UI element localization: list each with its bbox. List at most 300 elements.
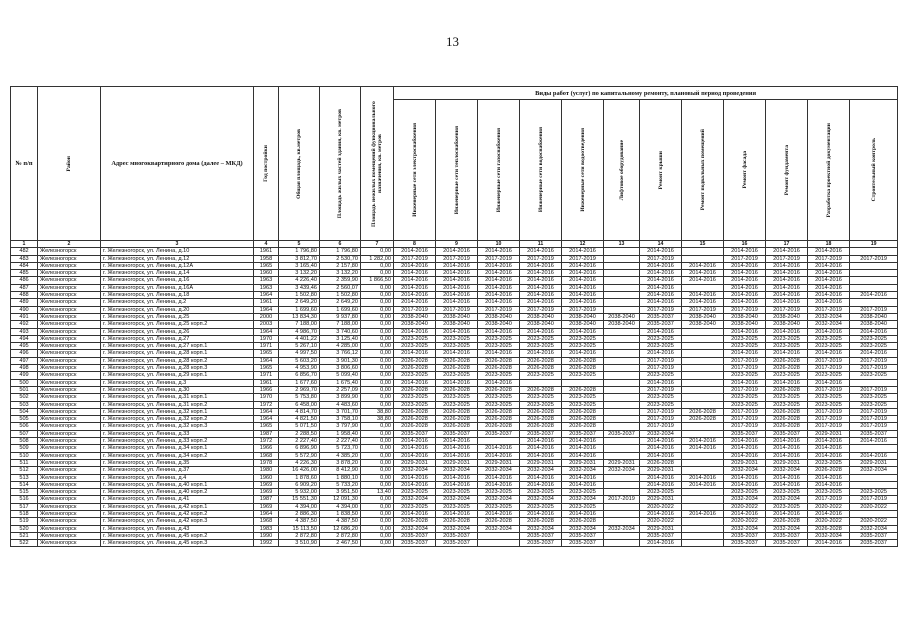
- table-cell: 2014-2016: [808, 292, 850, 299]
- table-cell: Железногорск: [38, 474, 101, 481]
- table-cell: 2014-2016: [724, 284, 766, 291]
- table-cell: Железногорск: [38, 445, 101, 452]
- table-cell: 2014-2016: [562, 350, 604, 357]
- table-cell: 1 958,40: [320, 430, 361, 437]
- table-cell: [604, 481, 640, 488]
- table-cell: 2014-2016: [808, 540, 850, 547]
- table-cell: 2014-2016: [724, 445, 766, 452]
- table-cell: 2032-2034: [808, 313, 850, 320]
- table-cell: 2014-2016: [766, 474, 808, 481]
- table-cell: Железногорск: [38, 525, 101, 532]
- table-cell: 1968: [254, 452, 279, 459]
- table-cell: 2023-2025: [520, 372, 562, 379]
- table-cell: 2029-2031: [478, 459, 520, 466]
- table-cell: 0,00: [361, 335, 394, 342]
- table-cell: 0,00: [361, 394, 394, 401]
- table-cell: [604, 510, 640, 517]
- table-cell: 2014-2016: [766, 292, 808, 299]
- table-cell: 2026-2028: [766, 357, 808, 364]
- table-cell: Железногорск: [38, 328, 101, 335]
- table-cell: Железногорск: [38, 416, 101, 423]
- table-cell: 2014-2016: [394, 438, 436, 445]
- table-cell: 3 125,40: [320, 335, 361, 342]
- table-cell: 1958: [254, 255, 279, 262]
- table-cell: Железногорск: [38, 386, 101, 393]
- table-cell: 2038-2040: [394, 321, 436, 328]
- table-cell: г. Железногорск, ул. Ленина, д.31 корп.2: [101, 401, 254, 408]
- table-cell: 2014-2016: [478, 292, 520, 299]
- table-cell: 2026-2028: [808, 525, 850, 532]
- table-cell: 2014-2016: [682, 292, 724, 299]
- header-nonresidential-area: Площадь нежилых помещений функционального назначения, кв. метров: [361, 87, 394, 241]
- header-work-7: Ремонт крыши: [640, 100, 682, 241]
- table-cell: [850, 270, 898, 277]
- table-cell: 5 603,20: [279, 357, 320, 364]
- table-cell: 2029-2031: [640, 467, 682, 474]
- table-cell: 0,00: [361, 321, 394, 328]
- table-cell: г. Железногорск, ул. Ленина, д.45 корп.2: [101, 532, 254, 539]
- table-cell: г. Железногорск, ул. Ленина, д.43: [101, 525, 254, 532]
- table-cell: 2014-2016: [808, 262, 850, 269]
- table-cell: 491: [11, 313, 38, 320]
- table-cell: 2017-2019: [808, 423, 850, 430]
- table-cell: 2029-2031: [724, 459, 766, 466]
- table-cell: 490: [11, 306, 38, 313]
- table-cell: 2014-2016: [436, 474, 478, 481]
- table-cell: 2014-2016: [478, 510, 520, 517]
- table-cell: 2000: [254, 313, 279, 320]
- table-cell: 2014-2016: [682, 510, 724, 517]
- table-cell: 2014-2016: [724, 438, 766, 445]
- table-cell: 1965: [254, 350, 279, 357]
- table-cell: 1 502,80: [279, 292, 320, 299]
- table-cell: 2014-2016: [562, 277, 604, 284]
- table-cell: 2023-2025: [808, 459, 850, 466]
- table-cell: г. Железногорск, ул. Ленина, д.12А: [101, 262, 254, 269]
- table-row: [11, 350, 898, 357]
- table-cell: 2023-2025: [724, 401, 766, 408]
- table-cell: [562, 379, 604, 386]
- table-cell: 2026-2028: [394, 518, 436, 525]
- table-cell: г. Железногорск, ул. Ленина, д.34 корп.2: [101, 452, 254, 459]
- table-cell: 1963: [254, 284, 279, 291]
- table-cell: 2014-2016: [436, 248, 478, 255]
- table-cell: 3 899,90: [320, 394, 361, 401]
- table-cell: 2014-2016: [766, 452, 808, 459]
- table-cell: 13 834,30: [279, 313, 320, 320]
- table-cell: 496: [11, 350, 38, 357]
- table-cell: 2029-2031: [640, 525, 682, 532]
- table-cell: 2035-2037: [394, 532, 436, 539]
- table-cell: 4 385,20: [320, 452, 361, 459]
- table-cell: Железногорск: [38, 335, 101, 342]
- capital-repair-table: [10, 86, 898, 547]
- table-cell: 2017-2019: [808, 365, 850, 372]
- table-cell: 2032-2034: [394, 467, 436, 474]
- table-cell: Железногорск: [38, 532, 101, 539]
- table-cell: 2014-2016: [562, 292, 604, 299]
- table-cell: [682, 489, 724, 496]
- table-cell: 2014-2016: [850, 438, 898, 445]
- table-cell: [682, 423, 724, 430]
- table-cell: 5 071,50: [279, 423, 320, 430]
- table-cell: 1970: [254, 394, 279, 401]
- column-number: 12: [562, 241, 604, 248]
- table-cell: 2014-2016: [478, 481, 520, 488]
- table-cell: 2023-2025: [808, 489, 850, 496]
- table-cell: 2014-2016: [724, 452, 766, 459]
- table-cell: 493: [11, 328, 38, 335]
- table-cell: 2020-2022: [724, 518, 766, 525]
- table-cell: 2023-2025: [766, 372, 808, 379]
- table-cell: 0,00: [361, 306, 394, 313]
- table-cell: 2020-2022: [850, 503, 898, 510]
- table-cell: 0,00: [361, 540, 394, 547]
- table-cell: 2014-2016: [562, 474, 604, 481]
- table-cell: [682, 335, 724, 342]
- table-row: [11, 489, 898, 496]
- table-cell: 38,80: [361, 408, 394, 415]
- table-cell: 2017-2019: [808, 386, 850, 393]
- table-cell: 2017-2019: [850, 416, 898, 423]
- table-cell: 2023-2025: [478, 503, 520, 510]
- table-cell: 2017-2019: [724, 255, 766, 262]
- table-cell: г. Железногорск, ул. Ленина, д.16А: [101, 284, 254, 291]
- table-cell: 521: [11, 532, 38, 539]
- table-cell: 2023-2025: [640, 343, 682, 350]
- table-cell: 2026-2028: [478, 386, 520, 393]
- table-cell: 2014-2016: [724, 277, 766, 284]
- table-cell: 2038-2040: [478, 313, 520, 320]
- table-cell: 2038-2040: [478, 321, 520, 328]
- table-cell: 2014-2016: [436, 284, 478, 291]
- table-cell: [604, 262, 640, 269]
- table-cell: 508: [11, 438, 38, 445]
- table-cell: 487: [11, 284, 38, 291]
- table-cell: 2017-2019: [850, 386, 898, 393]
- table-cell: 5 099,40: [320, 372, 361, 379]
- table-cell: 2017-2019: [808, 255, 850, 262]
- table-cell: г. Железногорск, ул. Ленина, д.3: [101, 379, 254, 386]
- table-cell: 2014-2016: [478, 270, 520, 277]
- table-cell: 2014-2016: [478, 452, 520, 459]
- table-cell: 2026-2028: [520, 416, 562, 423]
- table-cell: Железногорск: [38, 481, 101, 488]
- table-cell: [478, 532, 520, 539]
- table-cell: 2014-2016: [520, 284, 562, 291]
- table-cell: 2023-2025: [436, 503, 478, 510]
- table-cell: 2014-2016: [394, 270, 436, 277]
- table-cell: г. Железногорск, ул. Ленина, д.16: [101, 277, 254, 284]
- header-total-area: Общая площадь, кв.метров: [279, 87, 320, 241]
- table-cell: Железногорск: [38, 313, 101, 320]
- table-cell: 2035-2037: [478, 430, 520, 437]
- table-row: [11, 343, 898, 350]
- table-cell: 0,00: [361, 372, 394, 379]
- table-cell: 2014-2016: [562, 452, 604, 459]
- table-cell: 2014-2016: [724, 328, 766, 335]
- table-cell: 2023-2025: [520, 394, 562, 401]
- column-number: 19: [850, 241, 898, 248]
- table-cell: 2014-2016: [436, 481, 478, 488]
- table-cell: 2014-2016: [640, 445, 682, 452]
- table-cell: 2017-2019: [850, 255, 898, 262]
- table-cell: 486: [11, 277, 38, 284]
- table-cell: 2014-2016: [766, 299, 808, 306]
- table-cell: 2035-2037: [640, 532, 682, 539]
- table-cell: 2014-2016: [724, 262, 766, 269]
- table-cell: 2014-2016: [640, 277, 682, 284]
- table-cell: [850, 277, 898, 284]
- table-cell: [850, 481, 898, 488]
- table-cell: 3 701,70: [320, 408, 361, 415]
- table-cell: 2017-2019: [850, 496, 898, 503]
- capital-repair-table-wrapper: [10, 86, 897, 547]
- table-cell: 2014-2016: [394, 299, 436, 306]
- table-cell: 2014-2016: [682, 277, 724, 284]
- table-cell: 2014-2016: [394, 262, 436, 269]
- table-cell: 2014-2016: [394, 474, 436, 481]
- table-cell: 0,00: [361, 248, 394, 255]
- table-cell: 2014-2016: [640, 270, 682, 277]
- table-cell: 3 806,60: [320, 365, 361, 372]
- table-cell: 2014-2016: [640, 350, 682, 357]
- table-cell: 2017-2019: [808, 496, 850, 503]
- table-cell: 2017-2019: [604, 496, 640, 503]
- table-cell: 2014-2016: [766, 445, 808, 452]
- table-cell: [604, 503, 640, 510]
- table-cell: 0,00: [361, 292, 394, 299]
- table-cell: 2014-2016: [436, 277, 478, 284]
- table-cell: 7 188,00: [320, 321, 361, 328]
- table-cell: [850, 379, 898, 386]
- table-cell: 512: [11, 467, 38, 474]
- table-cell: 2026-2028: [394, 423, 436, 430]
- table-cell: 2023-2025: [562, 503, 604, 510]
- table-cell: 4 226,40: [279, 277, 320, 284]
- table-cell: 2014-2016: [436, 292, 478, 299]
- table-cell: 2014-2016: [436, 438, 478, 445]
- table-cell: 2 288,50: [279, 430, 320, 437]
- table-row: [11, 430, 898, 437]
- table-cell: 2038-2040: [682, 321, 724, 328]
- table-cell: г. Железногорск, ул. Ленина, д.27: [101, 335, 254, 342]
- table-row: [11, 335, 898, 342]
- table-row: [11, 438, 898, 445]
- table-cell: г. Железногорск, ул. Ленина, д.28 корп.2: [101, 357, 254, 364]
- table-cell: 2023-2025: [766, 401, 808, 408]
- table-cell: 2026-2028: [520, 518, 562, 525]
- table-cell: 2023-2025: [724, 335, 766, 342]
- table-cell: 2026-2028: [562, 408, 604, 415]
- table-cell: 2014-2016: [808, 270, 850, 277]
- table-cell: 2017-2019: [640, 423, 682, 430]
- table-cell: 2029-2031: [520, 459, 562, 466]
- table-cell: 2035-2037: [394, 540, 436, 547]
- table-cell: 2023-2025: [520, 489, 562, 496]
- table-cell: г. Железногорск, ул. Ленина, д.18: [101, 292, 254, 299]
- table-cell: 1 796,80: [279, 248, 320, 255]
- table-cell: 0,00: [361, 445, 394, 452]
- table-cell: 3 812,70: [279, 255, 320, 262]
- table-row: [11, 299, 898, 306]
- table-cell: 4 285,00: [320, 343, 361, 350]
- table-cell: 2017-2019: [766, 306, 808, 313]
- table-cell: Железногорск: [38, 518, 101, 525]
- table-cell: 2 560,07: [320, 284, 361, 291]
- table-cell: 1960: [254, 474, 279, 481]
- table-cell: 2017-2019: [436, 306, 478, 313]
- table-cell: 2023-2025: [436, 489, 478, 496]
- table-cell: 2035-2037: [724, 430, 766, 437]
- table-cell: 0,00: [361, 430, 394, 437]
- table-cell: 1 796,80: [320, 248, 361, 255]
- table-cell: [604, 357, 640, 364]
- table-cell: 2035-2037: [724, 532, 766, 539]
- table-cell: 4 401,22: [279, 335, 320, 342]
- table-cell: 2014-2016: [808, 438, 850, 445]
- table-cell: 2014-2016: [682, 445, 724, 452]
- table-cell: 3 797,90: [320, 423, 361, 430]
- table-cell: 518: [11, 510, 38, 517]
- table-cell: 2026-2028: [766, 423, 808, 430]
- column-number: 15: [682, 241, 724, 248]
- table-cell: 2026-2028: [436, 357, 478, 364]
- table-cell: [604, 445, 640, 452]
- table-cell: 2020-2022: [850, 518, 898, 525]
- table-cell: 513: [11, 474, 38, 481]
- table-cell: Железногорск: [38, 459, 101, 466]
- table-cell: 0,00: [361, 496, 394, 503]
- table-cell: 2014-2016: [520, 328, 562, 335]
- table-cell: 0,00: [361, 350, 394, 357]
- table-cell: 2014-2016: [520, 445, 562, 452]
- table-row: [11, 423, 898, 430]
- table-cell: 2014-2016: [520, 438, 562, 445]
- header-address: Адрес многоквартирного дома (далее – МКД): [101, 87, 254, 241]
- table-cell: 2014-2016: [640, 510, 682, 517]
- table-cell: 1992: [254, 540, 279, 547]
- table-cell: 2026-2028: [562, 416, 604, 423]
- table-cell: 2026-2028: [562, 365, 604, 372]
- table-cell: 2023-2025: [562, 335, 604, 342]
- table-cell: 2038-2040: [520, 313, 562, 320]
- table-cell: 2026-2028: [520, 386, 562, 393]
- table-cell: Железногорск: [38, 372, 101, 379]
- table-cell: 2023-2025: [640, 401, 682, 408]
- table-cell: [850, 284, 898, 291]
- table-cell: 2038-2040: [604, 321, 640, 328]
- table-cell: 484: [11, 262, 38, 269]
- table-cell: [682, 248, 724, 255]
- table-cell: Железногорск: [38, 255, 101, 262]
- table-cell: 2014-2016: [520, 350, 562, 357]
- table-cell: 2029-2031: [808, 430, 850, 437]
- table-row: [11, 394, 898, 401]
- table-cell: 5 753,80: [279, 394, 320, 401]
- table-cell: Железногорск: [38, 540, 101, 547]
- header-work-12: Строительный контроль: [850, 100, 898, 241]
- table-cell: 2020-2022: [808, 518, 850, 525]
- table-cell: 1 502,80: [320, 292, 361, 299]
- table-cell: 2023-2025: [766, 489, 808, 496]
- table-cell: Железногорск: [38, 430, 101, 437]
- table-cell: 2014-2016: [478, 474, 520, 481]
- table-cell: 4 387,50: [279, 518, 320, 525]
- table-cell: 1 282,00: [361, 255, 394, 262]
- table-cell: 2035-2037: [850, 540, 898, 547]
- table-cell: 4 483,60: [320, 401, 361, 408]
- table-cell: 3 766,12: [320, 350, 361, 357]
- table-cell: 2020-2022: [724, 503, 766, 510]
- header-work-11: Разработка проектной документации: [808, 100, 850, 241]
- table-cell: 2023-2025: [478, 335, 520, 342]
- table-cell: 3 951,50: [320, 489, 361, 496]
- table-cell: 2026-2028: [478, 357, 520, 364]
- table-cell: г. Железногорск, ул. Ленина, д.4: [101, 474, 254, 481]
- table-cell: 2014-2016: [766, 350, 808, 357]
- table-cell: 2026-2028: [478, 365, 520, 372]
- table-cell: 516: [11, 496, 38, 503]
- table-cell: 2038-2040: [724, 313, 766, 320]
- table-cell: 2014-2016: [724, 481, 766, 488]
- table-cell: [604, 270, 640, 277]
- table-cell: 1987: [254, 430, 279, 437]
- table-cell: 2035-2037: [850, 430, 898, 437]
- table-cell: 1969: [254, 489, 279, 496]
- table-cell: 2014-2016: [394, 284, 436, 291]
- table-cell: 2014-2016: [478, 248, 520, 255]
- table-cell: 4 986,70: [279, 328, 320, 335]
- table-row: [11, 328, 898, 335]
- table-cell: 2014-2016: [724, 292, 766, 299]
- table-cell: 0,00: [361, 343, 394, 350]
- table-cell: 2014-2016: [766, 328, 808, 335]
- table-cell: г. Железногорск, ул. Ленина, д.26: [101, 328, 254, 335]
- table-cell: 2 157,80: [320, 262, 361, 269]
- column-number: 17: [766, 241, 808, 248]
- table-cell: [682, 532, 724, 539]
- table-cell: 2017-2019: [394, 306, 436, 313]
- table-cell: 2038-2040: [850, 313, 898, 320]
- table-cell: 2023-2025: [640, 394, 682, 401]
- table-cell: 2017-2019: [478, 306, 520, 313]
- table-row: [11, 284, 898, 291]
- table-cell: 489: [11, 299, 38, 306]
- table-cell: 2035-2037: [766, 540, 808, 547]
- table-cell: 2014-2016: [808, 284, 850, 291]
- table-cell: 0,00: [361, 284, 394, 291]
- table-cell: 0,00: [361, 518, 394, 525]
- table-cell: 2032-2034: [562, 525, 604, 532]
- table-cell: Железногорск: [38, 503, 101, 510]
- table-cell: 2032-2034: [766, 467, 808, 474]
- table-cell: Железногорск: [38, 292, 101, 299]
- table-cell: [682, 284, 724, 291]
- table-cell: 1 866,50: [361, 277, 394, 284]
- table-cell: 0,00: [361, 481, 394, 488]
- table-cell: 2035-2037: [766, 532, 808, 539]
- table-cell: 2035-2037: [724, 540, 766, 547]
- table-cell: 2014-2016: [394, 248, 436, 255]
- table-cell: 2 227,40: [279, 438, 320, 445]
- table-cell: 2 886,30: [279, 510, 320, 517]
- table-cell: 2026-2028: [478, 423, 520, 430]
- table-cell: 2032-2034: [640, 430, 682, 437]
- table-cell: Железногорск: [38, 394, 101, 401]
- table-cell: 1963: [254, 277, 279, 284]
- table-cell: 0,00: [361, 459, 394, 466]
